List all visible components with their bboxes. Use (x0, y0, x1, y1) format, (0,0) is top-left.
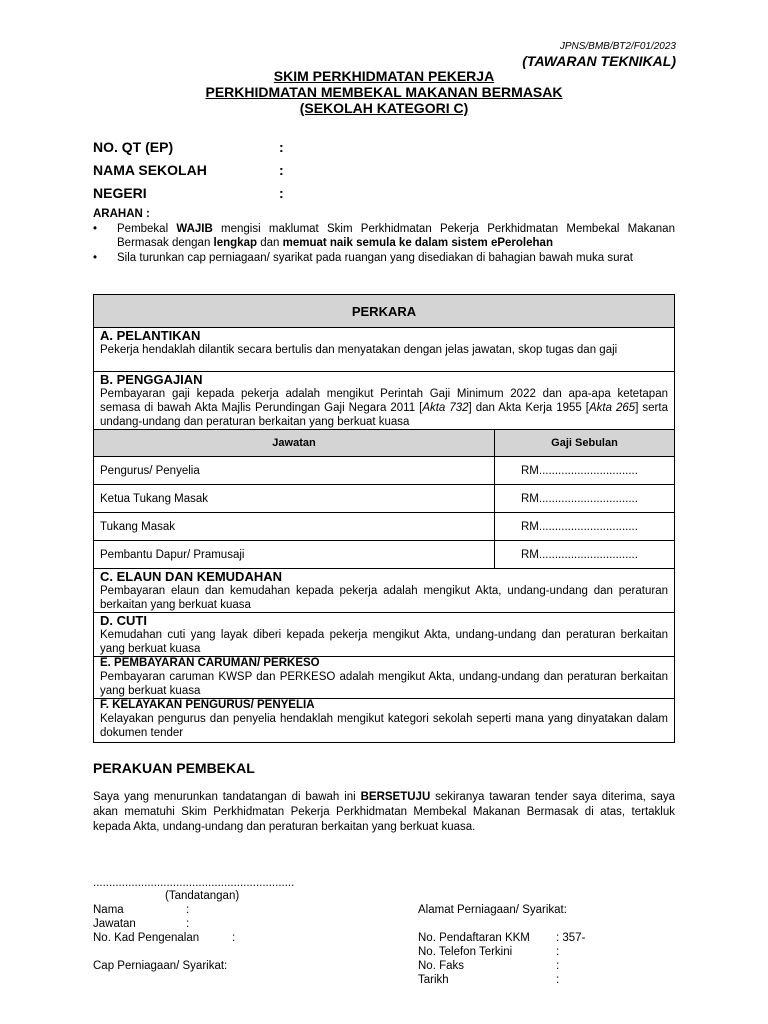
perkara-table (93, 294, 675, 743)
section-c-body: Pembayaran elaun dan kemudahan kepada pekerja adalah mengikut Akta, undang-undang dan peraturan berkaitan yang berkuat kuasa (100, 585, 668, 611)
section-d-body: Kemudahan cuti yang layak diberi kepada pekerja mengikut Akta, undang-undang dan peraturan berkaitan yang berkuat kuasa (100, 629, 668, 655)
table-row (94, 457, 675, 485)
field-colon: : (279, 185, 284, 201)
section-b-body: Pembayaran gaji kepada pekerja adalah mengikut Perintah Gaji Minimum 2022 dan apa-apa ketetapan semasa di bawah Akta Majlis Perundingan Gaji Negara 2011 [Akta 732] dan Akta Kerja 1955 [Akta 265] serta undang-undang dan peraturan berkaitan yang berkuat kuasa (100, 388, 668, 428)
jawatan-cell: Ketua Tukang Masak (94, 485, 495, 513)
label-no-kad: No. Kad Pengenalan (93, 932, 200, 944)
section-a-title: A. PELANTIKAN (100, 328, 201, 343)
arahan-label: ARAHAN : (93, 208, 150, 220)
arahan-bullet-2 (93, 251, 675, 265)
gaji-cell[interactable]: RM............................... (495, 513, 675, 541)
section-a-body: Pekerja hendaklah dilantik secara bertulis dan menyatakan dengan jelas jawatan, skop tugas dan gaji (100, 344, 618, 356)
field-label-no-qt: NO. QT (EP) (93, 139, 174, 155)
label-tarikh: Tarikh (418, 974, 449, 986)
signature-caption: (Tandatangan) (165, 890, 240, 902)
colon: : (556, 946, 560, 958)
field-colon: : (279, 139, 284, 155)
gaji-cell[interactable]: RM............................... (495, 541, 675, 569)
section-b (94, 372, 675, 430)
title-line-1: SKIM PERKHIDMATAN PEKERJA (273, 68, 495, 84)
colon: : (556, 960, 560, 972)
section-f (94, 699, 675, 743)
jawatan-cell: Pengurus/ Penyelia (94, 457, 495, 485)
colon: : (186, 904, 190, 916)
arahan-bullet-2-text: Sila turunkan cap perniagaan/ syarikat pada ruangan yang disediakan di bahagian bawah muka surat (117, 252, 633, 264)
label-no-kkm: No. Pendaftaran KKM (418, 932, 530, 944)
arahan-bullet-1 (93, 222, 675, 250)
field-label-nama-sekolah: NAMA SEKOLAH (93, 162, 207, 178)
perakuan-title: PERAKUAN PEMBEKAL (93, 760, 255, 776)
column-header-jawatan: Jawatan (94, 430, 495, 457)
bullet-icon: • (93, 223, 98, 235)
gaji-cell[interactable]: RM............................... (495, 485, 675, 513)
section-c-title: C. ELAUN DAN KEMUDAHAN (100, 569, 282, 584)
section-e (94, 657, 675, 699)
colon: : (186, 918, 190, 930)
title-line-2: PERKHIDMATAN MEMBEKAL MAKANAN BERMASAK (205, 84, 563, 100)
section-d (94, 613, 675, 657)
label-no-telefon: No. Telefon Terkini (418, 946, 513, 958)
colon: : (232, 932, 236, 944)
tawaran-label: (TAWARAN TEKNIKAL) (522, 53, 676, 69)
document-reference-code: JPNS/BMB/BT2/F01/2023 (559, 41, 676, 52)
jawatan-cell: Pembantu Dapur/ Pramusaji (94, 541, 495, 569)
label-jawatan: Jawatan (93, 918, 136, 930)
column-header-gaji: Gaji Sebulan (495, 430, 675, 457)
section-b-title: B. PENGGAJIAN (100, 372, 203, 387)
bullet-icon: • (93, 252, 98, 264)
section-d-title: D. CUTI (100, 613, 147, 628)
table-row (94, 541, 675, 569)
signature-line[interactable]: ............................................................... (93, 877, 295, 889)
label-cap: Cap Perniagaan/ Syarikat: (93, 960, 228, 972)
label-no-faks: No. Faks (418, 960, 465, 972)
table-row (94, 485, 675, 513)
jawatan-cell: Tukang Masak (94, 513, 495, 541)
label-nama: Nama (93, 904, 124, 916)
arahan-bullet-1-text: Pembekal WAJIB mengisi maklumat Skim Perkhidmatan Pekerja Perkhidmatan Membekal Makanan Bermasak dengan lengkap dan memuat naik semula ke dalam sistem ePerolehan (117, 223, 675, 249)
section-f-title: F. KELAYAKAN PENGURUS/ PENYELIA (100, 699, 315, 711)
section-e-title: E. PEMBAYARAN CARUMAN/ PERKESO (100, 657, 320, 669)
perakuan-body: Saya yang menurunkan tandatangan di bawah ini BERSETUJU sekiranya tawaran tender saya diterima, saya akan mematuhi Skim Perkhidmatan Pekerja Perkhidmatan Membekal Makanan Bermasak di atas, tertakluk kepada Akta, undang-undang dan peraturan berkaitan yang berkuat kuasa. (93, 791, 675, 833)
label-alamat: Alamat Perniagaan/ Syarikat: (418, 904, 567, 916)
section-e-body: Pembayaran caruman KWSP dan PERKESO adalah mengikut Akta, undang-undang dan peraturan berkaitan yang berkuat kuasa (100, 671, 668, 697)
section-f-body: Kelayakan pengurus dan penyelia hendaklah mengikut kategori sekolah seperti mana yang dinyatakan dalam dokumen tender (100, 713, 668, 739)
section-c (94, 569, 675, 613)
perkara-header: PERKARA (94, 295, 675, 328)
field-label-negeri: NEGERI (93, 185, 147, 201)
title-line-3: (SEKOLAH KATEGORI C) (299, 100, 469, 116)
section-a (94, 328, 675, 372)
gaji-cell[interactable]: RM............................... (495, 457, 675, 485)
kkm-value: : 357- (556, 932, 586, 944)
colon: : (556, 974, 560, 986)
table-row (94, 513, 675, 541)
field-colon: : (279, 162, 284, 178)
